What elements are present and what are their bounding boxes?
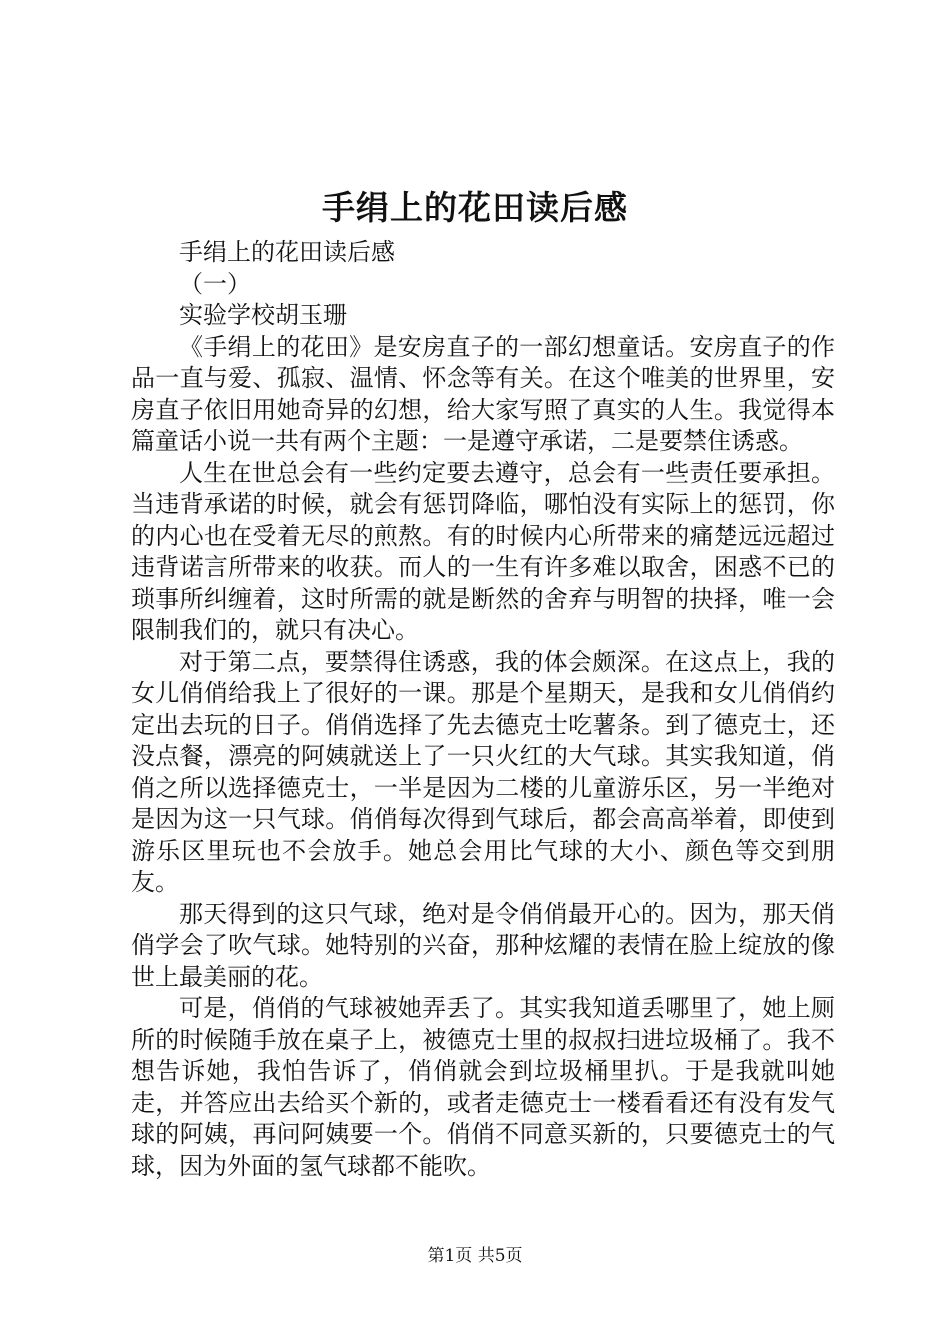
document-body bbox=[131, 237, 835, 1182]
paragraph-2: 人生在世总会有一些约定要去遵守，总会有一些责任要承担。当违背承诺的时候，就会有惩罚降临，哪怕没有实际上的惩罚，你的内心也在受着无尽的煎熬。有的时候内心所带来的痛楚远远超过违背诺言所带来的收获。而人的一生有许多难以取舍，困惑不已的琐事所纠缠着，这时所需的就是断然的舍弃与明智的抉择，唯一会限制我们的，就只有决心。 bbox=[131, 458, 835, 644]
paragraph-4: 那天得到的这只气球，绝对是令俏俏最开心的。因为，那天俏俏学会了吹气球。她特别的兴奋，那种炫耀的表情在脸上绽放的像世上最美丽的花。 bbox=[131, 899, 835, 991]
subtitle-line: 手绢上的花田读后感 bbox=[179, 238, 395, 266]
section-number: （一） bbox=[179, 269, 251, 298]
document-title: 手绢上的花田读后感 bbox=[322, 188, 628, 227]
paragraph-5: 可是，俏俏的气球被她弄丢了。其实我知道丢哪里了，她上厕所的时候随手放在桌子上，被德克士里的叔叔扫进垃圾桶了。我不想告诉她，我怕告诉了，俏俏就会到垃圾桶里扒。于是我就叫她走，并答应出去给买个新的，或者走德克士一楼看看还有没有发气球的阿姨，再问阿姨要一个。俏俏不同意买新的，只要德克士的气球，因为外面的氢气球都不能吹。 bbox=[131, 994, 835, 1180]
paragraph-1: 《手绢上的花田》是安房直子的一部幻想童话。安房直子的作品一直与爱、孤寂、温情、怀念等有关。在这个唯美的世界里，安房直子依旧用她奇异的幻想，给大家写照了真实的人生。我觉得本篇童话小说一共有两个主题：一是遵守承诺，二是要禁住诱惑。 bbox=[131, 332, 835, 455]
page-footer: 第1页 共5页 bbox=[427, 1246, 523, 1266]
author-line: 实验学校胡玉珊 bbox=[179, 301, 347, 329]
paragraph-3: 对于第二点，要禁得住诱惑，我的体会颇深。在这点上，我的女儿俏俏给我上了很好的一课。那是个星期天，是我和女儿俏俏约定出去玩的日子。俏俏选择了先去德克士吃薯条。到了德克士，还没点餐，漂亮的阿姨就送上了一只火红的大气球。其实我知道，俏俏之所以选择德克士，一半是因为二楼的儿童游乐区，另一半绝对是因为这一只气球。俏俏每次得到气球后，都会高高举着，即使到游乐区里玩也不会放手。她总会用比气球的大小、颜色等交到朋友。 bbox=[131, 647, 835, 896]
